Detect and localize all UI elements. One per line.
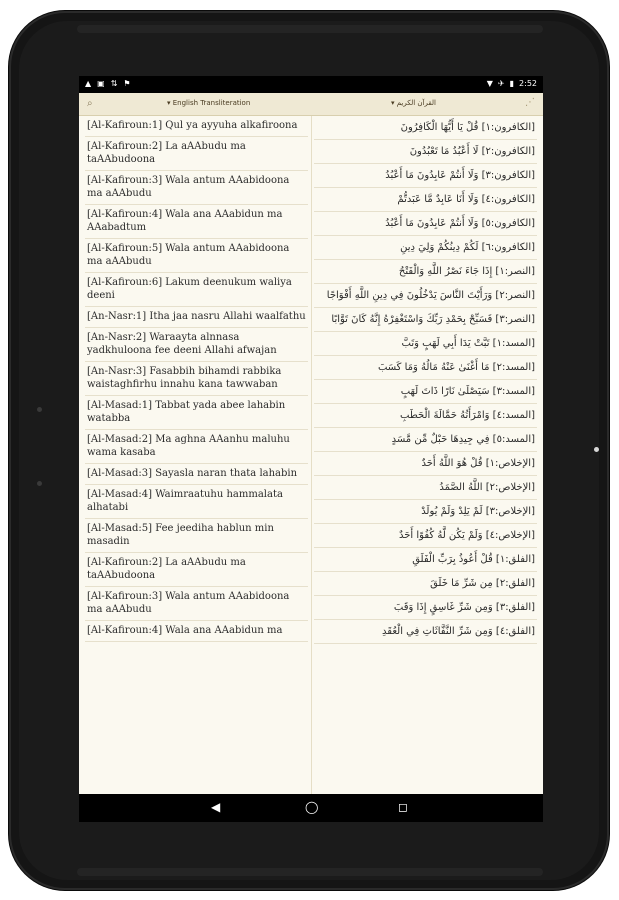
translation-label: English Transliteration <box>172 99 251 107</box>
arabic-column <box>314 116 537 644</box>
android-nav-bar <box>79 794 543 822</box>
left-sensor-2 <box>37 481 42 486</box>
transliteration-verse[interactable]: [Al-Kafiroun:3] Wala antum AAabidoona ma aAAbudu <box>85 587 308 621</box>
arabic-verse[interactable]: [النصر:٢] وَرَأَيْتَ النَّاسَ يَدْخُلُونَ فِي دِينِ اللَّهِ أَفْوَاجًا <box>314 284 537 308</box>
arabic-verse[interactable]: [المسد:٣] سَيَصْلَىٰ نَارًا ذَاتَ لَهَبٍ <box>314 380 537 404</box>
arabic-verse[interactable]: [الإخلاص:٢] اللَّهُ الصَّمَدُ <box>314 476 537 500</box>
sync-icon: ⇅ <box>110 79 118 88</box>
arabic-verse[interactable]: [المسد:١] تَبَّتْ يَدَا أَبِي لَهَبٍ وَتَبَّ <box>314 332 537 356</box>
top-speaker <box>77 25 543 33</box>
share-icon[interactable]: ⋰ <box>525 97 535 108</box>
camera <box>594 447 599 452</box>
status-bar <box>79 76 543 93</box>
arabic-verse[interactable]: [النصر:٣] فَسَبِّحْ بِحَمْدِ رَبِّكَ وَاسْتَغْفِرْهُ إِنَّهُ كَانَ تَوَّابًا <box>314 308 537 332</box>
transliteration-verse[interactable]: [Al-Kafiroun:1] Qul ya ayyuha alkafiroona <box>85 116 308 137</box>
translation-selector[interactable] <box>167 99 250 107</box>
arabic-verse[interactable]: [الكافرون:٥] وَلَا أَنتُمْ عَابِدُونَ مَا أَعْبُدُ <box>314 212 537 236</box>
arabic-verse[interactable]: [الإخلاص:٣] لَمْ يَلِدْ وَلَمْ يُولَدْ <box>314 500 537 524</box>
arabic-verse[interactable]: [الإخلاص:١] قُلْ هُوَ اللَّهُ أَحَدٌ <box>314 452 537 476</box>
quran-selector[interactable] <box>391 99 436 107</box>
transliteration-column <box>85 116 308 642</box>
dropdown-icon: ▾ <box>391 99 397 107</box>
transliteration-verse[interactable]: [Al-Masad:1] Tabbat yada abee lahabin watabba <box>85 396 308 430</box>
airplane-icon: ✈ <box>497 79 505 88</box>
transliteration-verse[interactable]: [Al-Kafiroun:5] Wala antum AAabidoona ma aAAbudu <box>85 239 308 273</box>
transliteration-verse[interactable]: [Al-Kafiroun:2] La aAAbudu ma taAAbudoona <box>85 137 308 171</box>
quran-label: القرآن الكريم <box>396 99 436 107</box>
recents-icon[interactable]: ◻ <box>398 800 408 814</box>
transliteration-verse[interactable]: [Al-Kafiroun:6] Lakum deenukum waliya deeni <box>85 273 308 307</box>
arabic-verse[interactable]: [الكافرون:٣] وَلَا أَنتُمْ عَابِدُونَ مَا أَعْبُدُ <box>314 164 537 188</box>
transliteration-verse[interactable]: [Al-Masad:4] Waimraatuhu hammalata alhatabi <box>85 485 308 519</box>
status-time: 2:52 <box>519 79 537 88</box>
arabic-verse[interactable]: [النصر:١] إِذَا جَاءَ نَصْرُ اللَّهِ وَالْفَتْحُ <box>314 260 537 284</box>
transliteration-verse[interactable]: [An-Nasr:2] Waraayta alnnasa yadkhuloona fee deeni Allahi afwajan <box>85 328 308 362</box>
verse-list[interactable] <box>79 116 543 800</box>
transliteration-verse[interactable]: [Al-Kafiroun:3] Wala antum AAabidoona ma aAAbudu <box>85 171 308 205</box>
toolbar <box>79 93 543 116</box>
arabic-verse[interactable]: [الكافرون:٢] لَا أَعْبُدُ مَا تَعْبُدُونَ <box>314 140 537 164</box>
search-icon[interactable]: ⌕ <box>87 98 93 109</box>
transliteration-verse[interactable]: [Al-Kafiroun:2] La aAAbudu ma taAAbudoona <box>85 553 308 587</box>
arabic-verse[interactable]: [الكافرون:٤] وَلَا أَنَا عَابِدٌ مَّا عَبَدتُّمْ <box>314 188 537 212</box>
back-icon[interactable]: ◀ <box>211 800 221 814</box>
arabic-verse[interactable]: [المسد:٢] مَا أَغْنَىٰ عَنْهُ مَالُهُ وَمَا كَسَبَ <box>314 356 537 380</box>
wifi-icon: ▼ <box>486 79 493 88</box>
arabic-verse[interactable]: [الفلق:٤] وَمِن شَرِّ النَّفَّاثَاتِ فِي الْعُقَدِ <box>314 620 537 644</box>
transliteration-verse[interactable]: [An-Nasr:1] Itha jaa nasru Allahi waalfathu <box>85 307 308 328</box>
transliteration-verse[interactable]: [Al-Kafiroun:4] Wala ana AAabidun ma <box>85 621 308 642</box>
arabic-verse[interactable]: [المسد:٥] فِي جِيدِهَا حَبْلٌ مِّن مَّسَدٍ <box>314 428 537 452</box>
arabic-verse[interactable]: [الإخلاص:٤] وَلَمْ يَكُن لَّهُ كُفُوًا أَحَدٌ <box>314 524 537 548</box>
flag-icon: ⚑ <box>123 79 131 88</box>
transliteration-verse[interactable]: [Al-Masad:3] Sayasla naran thata lahabin <box>85 464 308 485</box>
image-icon: ▣ <box>97 79 105 88</box>
transliteration-verse[interactable]: [An-Nasr:3] Fasabbih bihamdi rabbika waistaghfirhu innahu kana tawwaban <box>85 362 308 396</box>
arabic-verse[interactable]: [الكافرون:١] قُلْ يَا أَيُّهَا الْكَافِرُونَ <box>314 116 537 140</box>
left-sensor <box>37 407 42 412</box>
screen <box>79 76 543 821</box>
bottom-speaker <box>77 868 543 876</box>
arabic-verse[interactable]: [الفلق:١] قُلْ أَعُوذُ بِرَبِّ الْفَلَقِ <box>314 548 537 572</box>
arabic-verse[interactable]: [الفلق:٢] مِن شَرِّ مَا خَلَقَ <box>314 572 537 596</box>
transliteration-verse[interactable]: [Al-Kafiroun:4] Wala ana AAabidun ma AAabadtum <box>85 205 308 239</box>
arabic-verse[interactable]: [المسد:٤] وَامْرَأَتُهُ حَمَّالَةَ الْحَطَبِ <box>314 404 537 428</box>
transliteration-verse[interactable]: [Al-Masad:2] Ma aghna AAanhu maluhu wama kasaba <box>85 430 308 464</box>
notification-icon: ▲ <box>85 79 92 88</box>
transliteration-verse[interactable]: [Al-Masad:5] Fee jeediha hablun min masadin <box>85 519 308 553</box>
arabic-verse[interactable]: [الفلق:٣] وَمِن شَرِّ غَاسِقٍ إِذَا وَقَبَ <box>314 596 537 620</box>
battery-icon: ▮ <box>509 79 515 88</box>
arabic-verse[interactable]: [الكافرون:٦] لَكُمْ دِينُكُمْ وَلِيَ دِينِ <box>314 236 537 260</box>
home-circle-icon[interactable]: ◯ <box>305 800 319 814</box>
dropdown-icon: ▾ <box>167 99 173 107</box>
column-divider <box>311 116 312 800</box>
